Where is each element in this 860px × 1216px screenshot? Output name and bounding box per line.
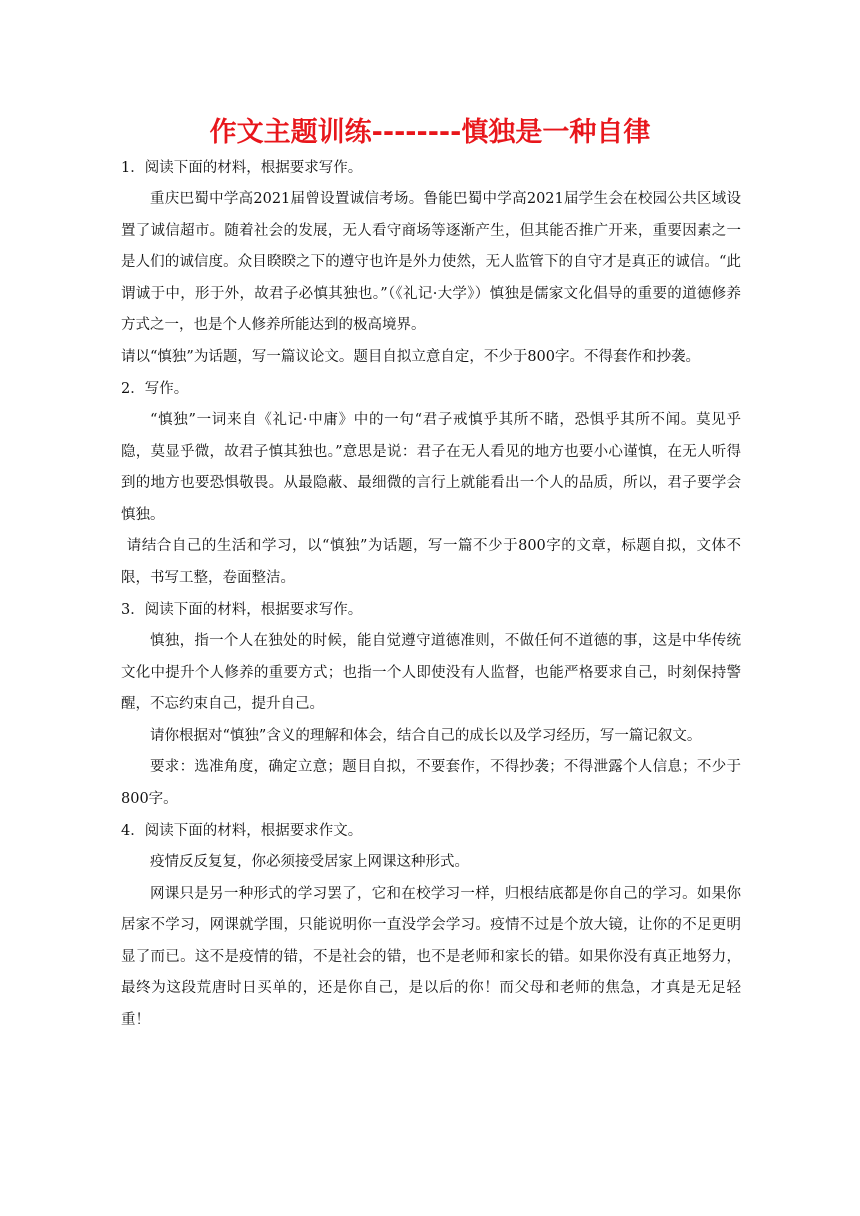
page-title: 作文主题训练--------慎独是一种自律 (209, 117, 651, 148)
question-2 (121, 373, 741, 594)
question-requirement: 要求：选准角度，确定立意；题目自拟，不要套作，不得抄袭；不得泄露个人信息；不少于800字。 (121, 759, 741, 807)
question-requirement: 请结合自己的生活和学习，以“慎独”为话题，写一篇不少于800字的文章，标题自拟，文体不限，书写工整，卷面整洁。 (121, 538, 741, 586)
question-material: “慎独”一词来自《礼记·中庸》中的一句“君子戒慎乎其所不睹，恐惧乎其所不闻。莫见乎隐，莫显乎微，故君子慎其独也。”意思是说：君子在无人看见的地方也要小心谨慎，在无人听得到的地方也要恐惧敬畏。从最隐蔽、最细微的言行上就能看出一个人的品质，所以，君子要学会慎独。 (121, 412, 741, 523)
question-heading: 2．写作。 (121, 381, 189, 397)
question-4 (121, 815, 741, 1036)
question-heading: 3．阅读下面的材料，根据要求写作。 (121, 602, 363, 618)
question-heading: 1．阅读下面的材料，根据要求写作。 (121, 160, 363, 176)
question-3 (121, 594, 741, 815)
question-requirement: 请以“慎独”为话题，写一篇议论文。题目自拟立意自定，不少于800字。不得套作和抄袭。 (121, 348, 700, 365)
question-1 (121, 152, 741, 373)
question-heading: 4．阅读下面的材料，根据要求作文。 (121, 823, 363, 839)
question-task: 请你根据对“慎独”含义的理解和体会，结合自己的成长以及学习经历，写一篇记叙文。 (150, 727, 702, 744)
question-material: 重庆巴蜀中学高2021届曾设置诚信考场。鲁能巴蜀中学高2021届学生会在校园公共区域设置了诚信超市。随着社会的发展，无人看守商场等逐渐产生，但其能否推广开来，重要因素之一是人们的诚信度。众目睽睽之下的遵守也许是外力使然，无人监管下的自守才是真正的诚信。“此谓诚于中，形于外，故君子必慎其独也。”（《礼记·大学》）慎独是儒家文化倡导的重要的道德修养方式之一，也是个人修养所能达到的极高境界。 (121, 191, 741, 333)
document-body (121, 152, 741, 1036)
question-material: 疫情反反复复，你必须接受居家上网课这种形式。 (150, 854, 469, 870)
question-material: 慎独，指一个人在独处的时候，能自觉遵守道德准则，不做任何不道德的事，这是中华传统文化中提升个人修养的重要方式；也指一个人即使没有人监督，也能严格要求自己，时刻保持警醒，不忘约束自己，提升自己。 (121, 633, 741, 712)
question-material-continued: 网课只是另一种形式的学习罢了，它和在校学习一样，归根结底都是你自己的学习。如果你居家不学习，网课就学围，只能说明你一直没学会学习。疫情不过是个放大镜，让你的不足更明显了而已。这不是疫情的错，不是社会的错，也不是老师和家长的错。如果你没有真正地努力，最终为这段荒唐时日买单的，还是你自己，是以后的你！而父母和老师的焦急，才真是无足轻重！ (121, 885, 741, 1028)
